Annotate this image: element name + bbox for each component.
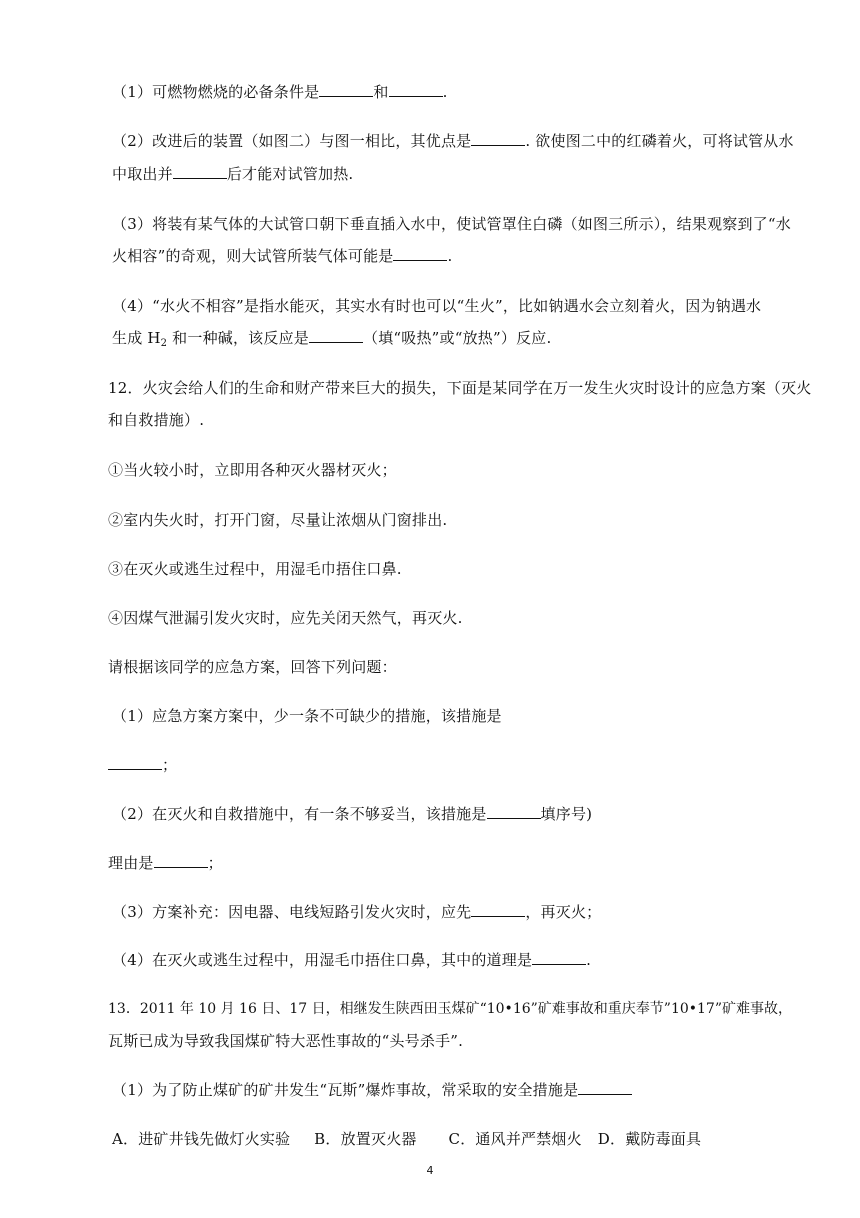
answer-blank	[319, 82, 373, 97]
q13-sub1: （1）为了防止煤矿的矿井发生“瓦斯”爆炸事故，常采取的安全措施是	[112, 1080, 632, 1100]
q11-part4-line1: （4）“水火不相容”是指水能灭，其实水有时也可以“生火”，比如钠遇水会立刻着火，因为钠遇水	[112, 297, 762, 315]
answer-blank	[487, 804, 541, 819]
q11-part3-line1: （3）将装有某气体的大试管口朝下垂直插入水中，使试管罩住白磷（如图三所示），结果观察到了“水	[112, 215, 791, 233]
q12-item-4: ④因煤气泄漏引发火灾时，应先关闭天然气，再灭火.	[108, 609, 463, 627]
answer-blank	[471, 902, 525, 917]
option-a: A．进矿井钱先做灯火实验	[112, 1130, 291, 1148]
q12-item-3: ③在灭火或逃生过程中，用湿毛巾捂住口鼻.	[108, 560, 402, 578]
q12-stem-line1: 12．火灾会给人们的生命和财产带来巨大的损失，下面是某同学在万一发生火灾时设计的应急方案（灭火	[108, 379, 812, 397]
q11-part4-line2: 生成 $H_2$ 和一种碱，该反应是 （填“吸热”或“放热”）反应.	[112, 329, 552, 349]
q12-stem-line2: 和自救措施）.	[108, 411, 205, 429]
option-c: C．通风并严禁烟火	[448, 1130, 582, 1148]
option-b: B．放置灭火器	[314, 1130, 417, 1148]
q13-stem-line1: 13．2011 年 10 月 16 日、17 日，相继发生陕西田玉煤矿“10•16”矿难事故和重庆奉节”10•17”矿难事故，	[108, 1001, 792, 1017]
answer-blank	[393, 246, 447, 261]
q12-sub3: （3）方案补充：因电器、电线短路引发火灾时，应先 ，再灭火；	[112, 903, 602, 921]
q12-sub2-line1: （2）在灭火和自救措施中，有一条不够妥当，该措施是 填序号)	[112, 805, 593, 823]
answer-blank	[532, 950, 586, 965]
q13-options	[112, 1129, 701, 1149]
q12-sub1-line1: （1）应急方案方案中，少一条不可缺少的措施，该措施是	[112, 707, 502, 725]
q11-part1: （1）可燃物燃烧的必备条件是 和 .	[112, 83, 448, 101]
answer-blank	[389, 82, 443, 97]
answer-blank	[154, 853, 208, 868]
q12-sub4: （4）在灭火或逃生过程中，用湿毛巾捂住口鼻，其中的道理是 .	[112, 951, 592, 969]
answer-blank	[309, 328, 363, 343]
answer-blank	[173, 164, 227, 179]
q11-part3-line2: 火相容”的奇观，则大试管所装气体可能是 .	[112, 247, 453, 265]
q11-part2-line2: 中取出并 后才能对试管加热.	[112, 165, 354, 183]
q12-sub2-line2: 理由是 ；	[108, 854, 223, 872]
q13-stem-line2: 瓦斯已成为导致我国煤矿特大恶性事故的“头号杀手”.	[108, 1032, 464, 1050]
page-number: 4	[426, 1164, 434, 1177]
answer-blank	[108, 755, 162, 770]
answer-blank	[471, 131, 525, 146]
answer-blank	[578, 1080, 632, 1095]
option-d: D．戴防毒面具	[597, 1130, 702, 1148]
q12-prompt: 请根据该同学的应急方案，回答下列问题：	[108, 658, 397, 676]
q12-item-2: ②室内失火时，打开门窗，尽量让浓烟从门窗排出.	[108, 511, 448, 529]
q11-part2-line1: （2）改进后的装置（如图二）与图一相比，其优点是 . 欲使图二中的红磷着火，可将试管从水	[112, 132, 794, 150]
q12-item-1: ①当火较小时，立即用各种灭火器材灭火；	[108, 461, 397, 479]
q12-sub1-line2: ；	[108, 755, 177, 775]
